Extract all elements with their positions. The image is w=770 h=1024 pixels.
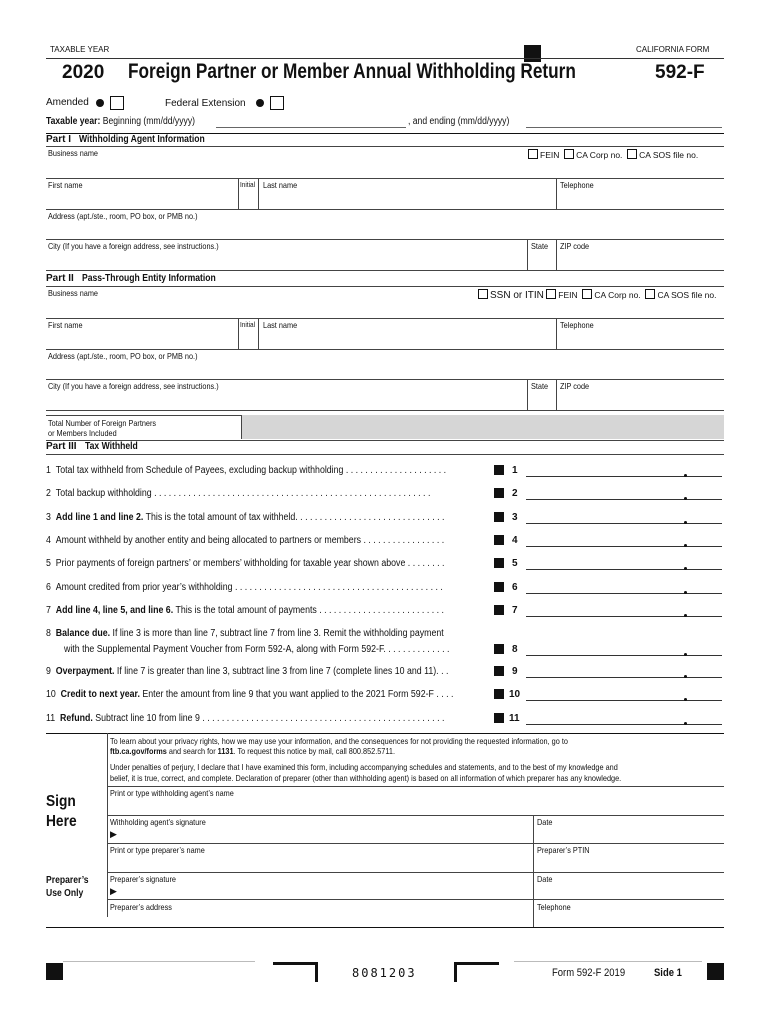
- california-form-label: CALIFORNIA FORM: [636, 45, 710, 54]
- preparer-address-label: Preparer’s address: [110, 902, 172, 912]
- part1-heading: Part I Withholding Agent Information: [46, 134, 206, 145]
- line-5-input[interactable]: [526, 569, 722, 570]
- line-1-input[interactable]: [526, 476, 722, 477]
- form-title: Foreign Partner or Member Annual Withholding Return: [128, 60, 576, 83]
- p2-zip-label: ZIP code: [560, 381, 590, 391]
- sign-here-label: Sign Here: [46, 793, 77, 830]
- p1-initial-label: Initial: [240, 180, 256, 189]
- p1-ca-sos-checkbox[interactable]: [627, 149, 637, 159]
- p2-telephone-label: Telephone: [560, 320, 594, 330]
- line-11-marker-icon: [494, 713, 504, 723]
- line-1-box: 1: [512, 465, 518, 476]
- line-6-box: 6: [512, 582, 518, 593]
- p1-state-label: State: [531, 241, 549, 251]
- p1-fein-checkbox[interactable]: [528, 149, 538, 159]
- line-8-box: 8: [512, 644, 518, 655]
- preparers-use-only-label: Preparer’s Use Only: [46, 875, 89, 899]
- privacy-link[interactable]: ftb.ca.gov/forms: [110, 746, 167, 756]
- line-2-box: 2: [512, 488, 518, 499]
- line-7-text: 7 Add line 4, line 5, and line 6. This is the total amount of payments . . . . . . . . . . . . . . . . . . . . . . . . . .: [46, 605, 444, 616]
- p1-business-name-label: Business name: [48, 148, 98, 158]
- p1-address-label: Address (apt./ste., room, PO box, or PMB no.): [48, 211, 198, 221]
- p2-ssn-itin-checkbox[interactable]: [478, 289, 488, 299]
- p1-city-label: City (If you have a foreign address, see instructions.): [48, 241, 219, 251]
- part2-heading: Part II Pass-Through Entity Information: [46, 273, 216, 284]
- line-6-input[interactable]: [526, 593, 722, 594]
- line-11-text: 11 Refund. Subtract line 10 from line 9 . . . . . . . . . . . . . . . . . . . . . . . . . . . . . . . . . . . . . . . . . . . . . . . . . .: [46, 713, 445, 724]
- taxable-year-begin-input[interactable]: [216, 127, 406, 128]
- line-4-box: 4: [512, 535, 518, 546]
- line-3-text: 3 Add line 1 and line 2. This is the total amount of tax withheld. . . . . . . . . . . . . . . . . . . . . . . . . . . . . . .: [46, 512, 445, 523]
- line-7-decimal: [684, 614, 687, 617]
- line-6-marker-icon: [494, 582, 504, 592]
- print-preparer-name-label: Print or type preparer’s name: [110, 845, 205, 855]
- line-11-input[interactable]: [526, 724, 722, 725]
- line-1-decimal: [684, 474, 687, 477]
- line-7-box: 7: [512, 605, 518, 616]
- p2-business-name-label: Business name: [48, 288, 98, 298]
- barcode-number: 8081203: [352, 966, 417, 980]
- total-partners-label-2: or Members Included: [48, 428, 117, 438]
- preparer-telephone-label: Telephone: [537, 902, 571, 912]
- line-5-text: 5 Prior payments of foreign partners’ or members’ withholding for taxable year shown above . . . . . . . .: [46, 558, 445, 569]
- footer-side: Side 1: [654, 967, 682, 979]
- preparer-date-label: Date: [537, 874, 553, 884]
- p2-first-name-label: First name: [48, 320, 83, 330]
- p2-fein-checkbox[interactable]: [546, 289, 556, 299]
- line-6-decimal: [684, 591, 687, 594]
- p2-last-name-label: Last name: [263, 320, 298, 330]
- p1-last-name-label: Last name: [263, 180, 298, 190]
- agent-signature-label: Withholding agent’s signature: [110, 817, 206, 827]
- line-2-input[interactable]: [526, 499, 722, 500]
- line-11-box: 11: [509, 713, 520, 724]
- line-4-decimal: [684, 544, 687, 547]
- p2-ca-corp-checkbox[interactable]: [582, 289, 592, 299]
- agent-date-label: Date: [537, 817, 553, 827]
- privacy-line-2: ftb.ca.gov/forms and search for 1131. To request this notice by mail, call 800.852.5711.: [110, 746, 395, 756]
- print-agent-name-label: Print or type withholding agent’s name: [110, 788, 234, 798]
- line-3-input[interactable]: [526, 523, 722, 524]
- amended-checkbox[interactable]: [110, 96, 124, 110]
- total-partners-input[interactable]: [241, 415, 724, 439]
- p1-telephone-label: Telephone: [560, 180, 594, 190]
- footer-form-label: Form 592-F 2019: [552, 967, 626, 979]
- perjury-text-2: belief, it is true, correct, and complete. Declaration of preparer (other than withholding agent) is based on all information of which preparer has any knowledge.: [110, 773, 622, 783]
- line-9-decimal: [684, 675, 687, 678]
- line-3-marker-icon: [494, 512, 504, 522]
- p2-address-label: Address (apt./ste., room, PO box, or PMB no.): [48, 351, 198, 361]
- line-8-marker-icon: [494, 644, 504, 654]
- line-3-decimal: [684, 521, 687, 524]
- line-2-text: 2 Total backup withholding . . . . . . . . . . . . . . . . . . . . . . . . . . . . . . . . . . . . . . . . . . . . . . . . . . . . . . . . .: [46, 488, 431, 499]
- taxable-year-row: Taxable year: Beginning (mm/dd/yyyy): [46, 116, 195, 127]
- footer-corner-mark-right: [454, 962, 499, 982]
- line-10-box: 10: [509, 689, 521, 700]
- line-4-marker-icon: [494, 535, 504, 545]
- line-8-text-1: 8 Balance due. If line 3 is more than line 7, subtract line 7 from line 3. Remit the withholding payment: [46, 628, 444, 639]
- line-5-box: 5: [512, 558, 518, 569]
- line-9-marker-icon: [494, 666, 504, 676]
- p2-state-label: State: [531, 381, 549, 391]
- tax-year: 2020: [62, 62, 105, 83]
- line-11-decimal: [684, 722, 687, 725]
- privacy-text: To learn about your privacy rights, how we may use your information, and the consequences for not providing the requested information, go to: [110, 736, 568, 746]
- taxable-year-end-label: , and ending (mm/dd/yyyy): [408, 116, 510, 127]
- p2-id-type: SSN or ITIN FEIN CA Corp no. CA SOS file no.: [478, 289, 717, 301]
- line-2-marker-icon: [494, 488, 504, 498]
- line-5-decimal: [684, 567, 687, 570]
- p1-first-name-label: First name: [48, 180, 83, 190]
- line-9-input[interactable]: [526, 677, 722, 678]
- footer-corner-mark-left: [273, 962, 318, 982]
- line-5-marker-icon: [494, 558, 504, 568]
- line-3-box: 3: [512, 512, 518, 523]
- line-4-input[interactable]: [526, 546, 722, 547]
- p1-zip-label: ZIP code: [560, 241, 590, 251]
- line-4-text: 4 Amount withheld by another entity and being allocated to partners or members . . . . . . . . . . . . . . . . .: [46, 535, 445, 546]
- amended-bullet-icon: [96, 99, 104, 107]
- line-9-box: 9: [512, 666, 518, 677]
- line-10-text: 10 Credit to next year. Enter the amount from line 9 that you want applied to the 2021 Form 592-F . . . .: [46, 689, 454, 700]
- line-10-decimal: [684, 698, 687, 701]
- p2-city-label: City (If you have a foreign address, see instructions.): [48, 381, 219, 391]
- line-1-marker-icon: [494, 465, 504, 475]
- footer-registration-mark-right: [707, 963, 724, 980]
- total-partners-label-1: Total Number of Foreign Partners: [48, 418, 157, 428]
- p1-ca-corp-checkbox[interactable]: [564, 149, 574, 159]
- line-7-input[interactable]: [526, 616, 722, 617]
- federal-extension-checkbox[interactable]: [270, 96, 284, 110]
- line-7-marker-icon: [494, 605, 504, 615]
- preparer-signature-label: Preparer’s signature: [110, 874, 176, 884]
- federal-extension-bullet-icon: [256, 99, 264, 107]
- p1-id-type: FEIN CA Corp no. CA SOS file no.: [528, 149, 698, 160]
- line-1-text: 1 Total tax withheld from Schedule of Payees, excluding backup withholding . . . . . . . . . . . . . . . . . . . . .: [46, 465, 447, 476]
- line-8-input[interactable]: [526, 655, 722, 656]
- amended-label: Amended: [46, 97, 89, 108]
- agent-signature-arrow-icon: ▶: [110, 829, 117, 839]
- line-2-decimal: [684, 497, 687, 500]
- preparer-signature-arrow-icon: ▶: [110, 886, 117, 896]
- part3-heading: Part III Tax Withheld: [46, 441, 138, 452]
- preparer-ptin-label: Preparer’s PTIN: [537, 845, 590, 855]
- footer-registration-mark-left: [46, 963, 63, 980]
- perjury-text-1: Under penalties of perjury, I declare that I have examined this form, including accompanying schedules and statements, and to the best of my knowledge and: [110, 762, 618, 772]
- taxable-year-label: TAXABLE YEAR: [50, 45, 110, 54]
- line-9-text: 9 Overpayment. If line 7 is greater than line 3, subtract line 3 from line 7 (complete lines 10 and 11). . .: [46, 666, 449, 677]
- line-8-decimal: [684, 653, 687, 656]
- federal-extension-label: Federal Extension: [165, 98, 246, 109]
- p2-ca-sos-checkbox[interactable]: [645, 289, 655, 299]
- line-10-marker-icon: [494, 689, 504, 699]
- taxable-year-end-input[interactable]: [526, 127, 722, 128]
- p2-initial-label: Initial: [240, 320, 256, 329]
- form-number: 592-F: [655, 62, 705, 83]
- line-8-text-2: with the Supplemental Payment Voucher from Form 592-A, along with Form 592-F. . . . . . . . . . . . . .: [64, 644, 450, 655]
- line-6-text: 6 Amount credited from prior year’s withholding . . . . . . . . . . . . . . . . . . . . . . . . . . . . . . . . . . . . . . . . . . .: [46, 582, 443, 593]
- line-10-input[interactable]: [526, 700, 722, 701]
